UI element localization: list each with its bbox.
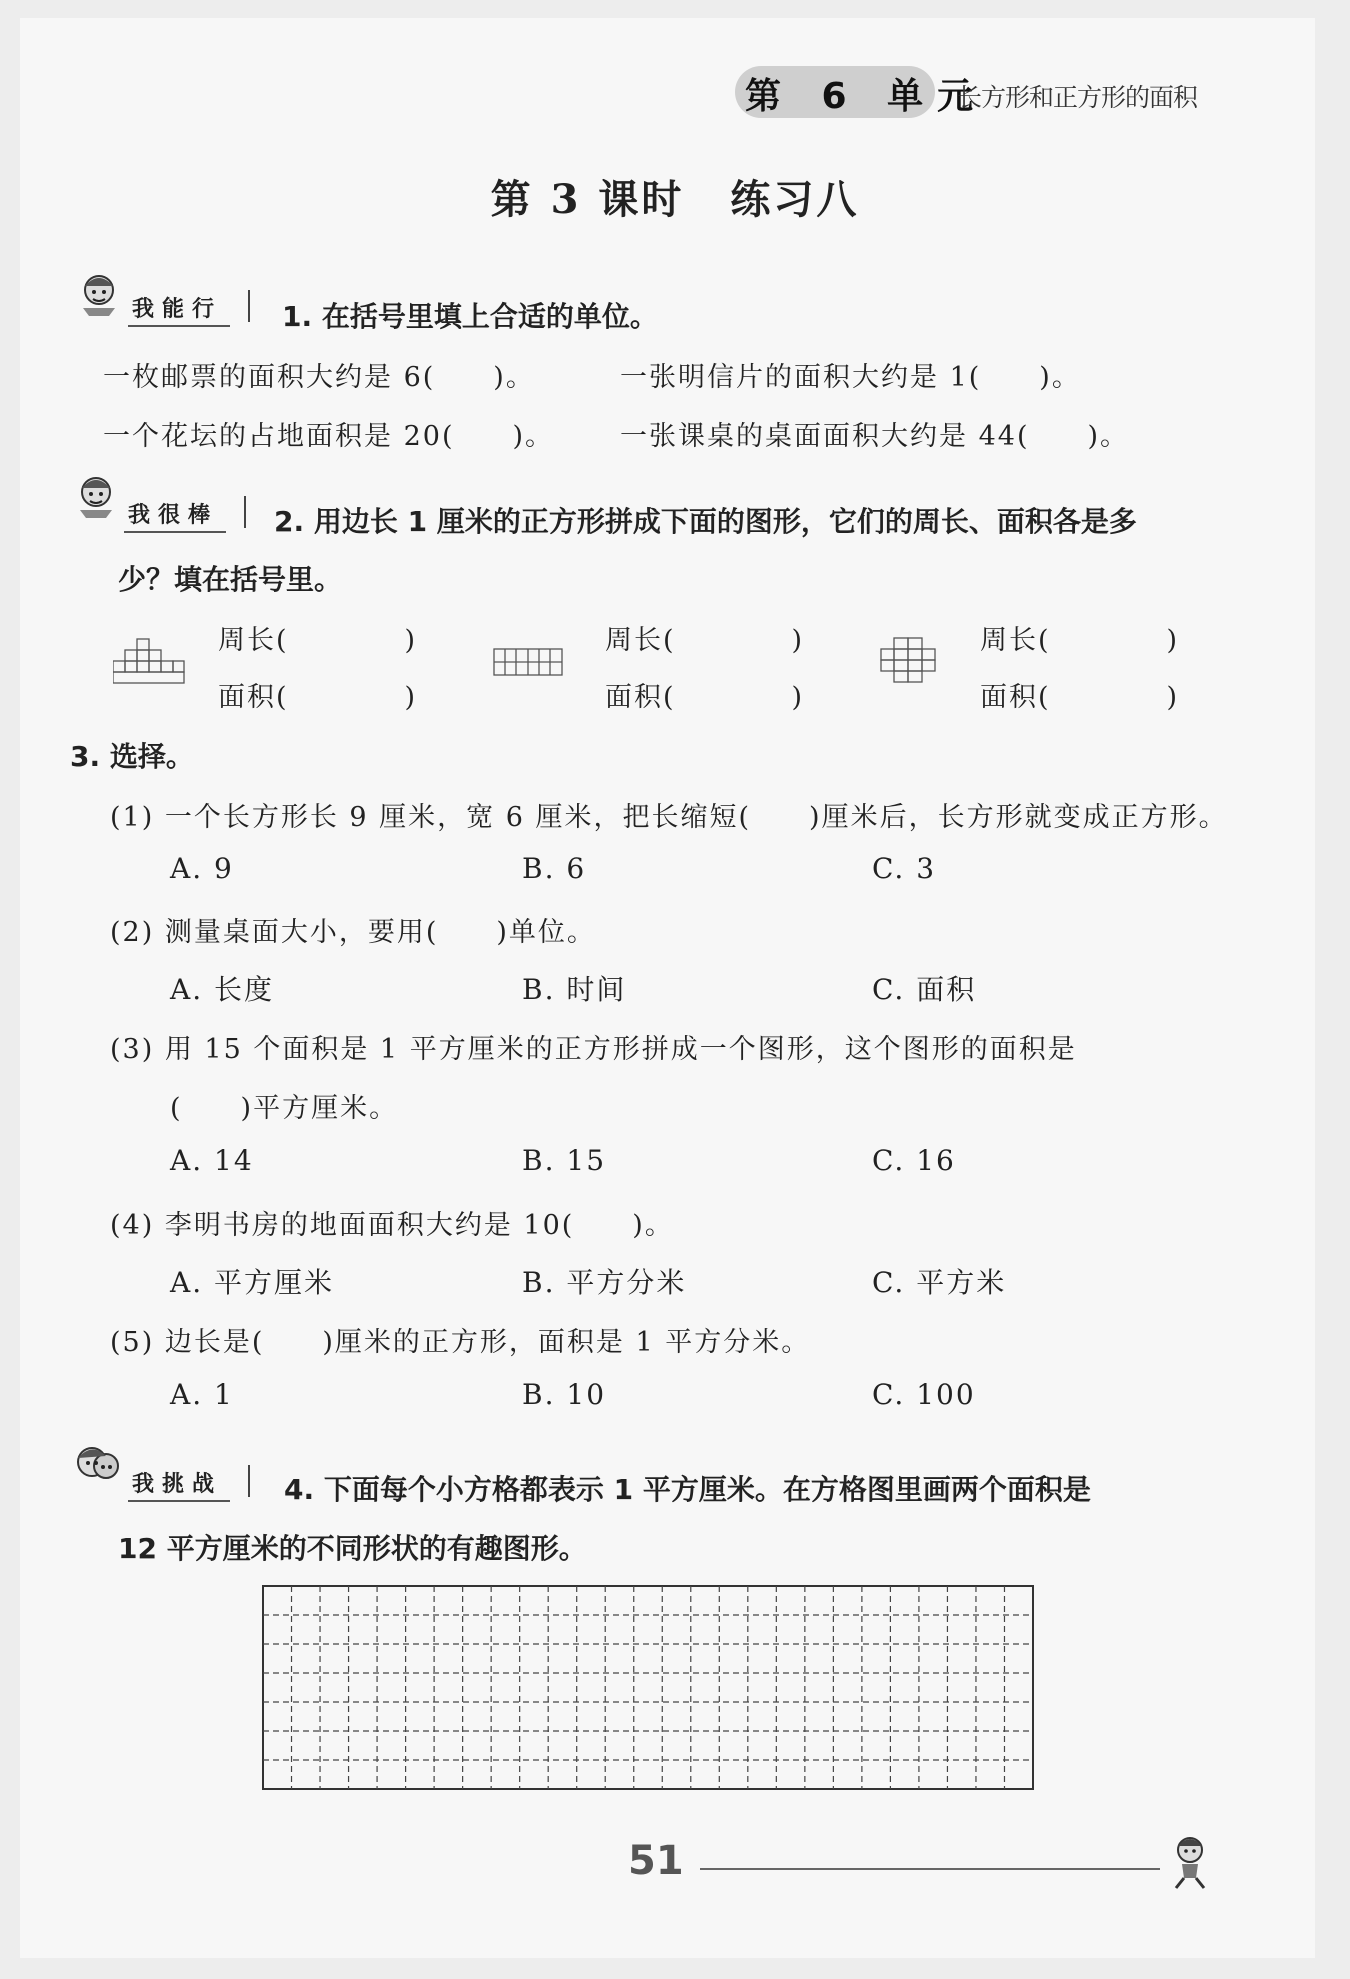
lesson-title xyxy=(0,168,1350,225)
lesson-number: 第 3 课时 xyxy=(490,176,685,223)
tag-divider xyxy=(248,290,250,322)
shape-rectangle-figure xyxy=(493,648,563,676)
q1-item-1: 一枚邮票的面积大约是 6( )。 xyxy=(103,362,535,393)
question-4-line-1: 4. 下面每个小方格都表示 1 平方厘米。在方格图里画两个面积是 xyxy=(284,1473,1091,1506)
q3-1-option-c: C. 3 xyxy=(872,852,937,885)
q3-4-text: (4) 李明书房的地面面积大约是 10( )。 xyxy=(110,1210,674,1241)
tag-divider xyxy=(248,1465,250,1497)
q1-item-4: 一张课桌的桌面面积大约是 44( )。 xyxy=(620,421,1130,452)
shape3-perimeter: 周长( ) xyxy=(980,625,1180,656)
q3-5-option-b: B. 10 xyxy=(522,1378,607,1411)
q3-1-text: (1) 一个长方形长 9 厘米，宽 6 厘米，把长缩短( )厘米后，长方形就变成正方形。 xyxy=(110,802,1228,833)
running-kid-icon xyxy=(1160,1832,1220,1892)
question-2-line-1: 2. 用边长 1 厘米的正方形拼成下面的图形，它们的周长、面积各是多 xyxy=(274,505,1137,538)
q3-4-option-b: B. 平方分米 xyxy=(522,1266,687,1299)
q3-3-option-c: C. 16 xyxy=(872,1144,956,1177)
q3-4-option-a: A. 平方厘米 xyxy=(170,1266,335,1299)
question-3: 3. 选择。 xyxy=(70,740,194,773)
shape-cross-figure xyxy=(880,637,936,683)
drawing-grid[interactable] xyxy=(262,1585,1034,1790)
kids-mascot-icon xyxy=(72,1438,122,1488)
unit-subtitle: 长方形和正方形的面积 xyxy=(957,83,1198,112)
question-2-line-2: 少？填在括号里。 xyxy=(118,563,343,596)
q3-2-option-b: B. 时间 xyxy=(522,973,627,1006)
question-4-line-2: 12 平方厘米的不同形状的有趣图形。 xyxy=(118,1532,587,1565)
lesson-name: 练习八 xyxy=(730,176,860,223)
shape1-area: 面积( ) xyxy=(218,682,418,713)
q1-item-2: 一张明信片的面积大约是 1( )。 xyxy=(620,362,1081,393)
girl-mascot-icon xyxy=(72,470,122,520)
q3-3-option-a: A. 14 xyxy=(170,1144,254,1177)
shape-staircase-figure xyxy=(113,637,185,685)
shape2-area: 面积( ) xyxy=(605,682,805,713)
tag-divider xyxy=(244,496,246,528)
question-1: 1. 在括号里填上合适的单位。 xyxy=(282,300,658,333)
q3-1-option-a: A. 9 xyxy=(170,852,234,885)
shape3-area: 面积( ) xyxy=(980,682,1180,713)
q3-4-option-c: C. 平方米 xyxy=(872,1266,1007,1299)
q3-3-option-b: B. 15 xyxy=(522,1144,607,1177)
tag-wo-hen-bang: 我很棒 xyxy=(124,498,226,533)
q3-3-text-line-2: ( )平方厘米。 xyxy=(170,1093,399,1124)
girl-mascot-icon xyxy=(75,268,125,318)
page-number: 51 xyxy=(628,1838,684,1884)
unit-label: 第 6 单元 xyxy=(745,76,988,117)
q3-2-option-c: C. 面积 xyxy=(872,973,977,1006)
tag-wo-tiao-zhan: 我挑战 xyxy=(128,1467,230,1502)
tag-wo-neng-xing: 我能行 xyxy=(128,292,230,327)
shape2-perimeter: 周长( ) xyxy=(605,625,805,656)
shape1-perimeter: 周长( ) xyxy=(218,625,418,656)
q3-2-text: (2) 测量桌面大小，要用( )单位。 xyxy=(110,917,596,948)
q1-item-3: 一个花坛的占地面积是 20( )。 xyxy=(103,421,555,452)
q3-2-option-a: A. 长度 xyxy=(170,973,275,1006)
q3-5-option-c: C. 100 xyxy=(872,1378,976,1411)
q3-5-text: (5) 边长是( )厘米的正方形，面积是 1 平方分米。 xyxy=(110,1327,811,1358)
q3-5-option-a: A. 1 xyxy=(170,1378,234,1411)
footer-rule xyxy=(700,1868,1160,1870)
q3-1-option-b: B. 6 xyxy=(522,852,587,885)
q3-3-text-line-1: (3) 用 15 个面积是 1 平方厘米的正方形拼成一个图形，这个图形的面积是 xyxy=(110,1034,1077,1065)
